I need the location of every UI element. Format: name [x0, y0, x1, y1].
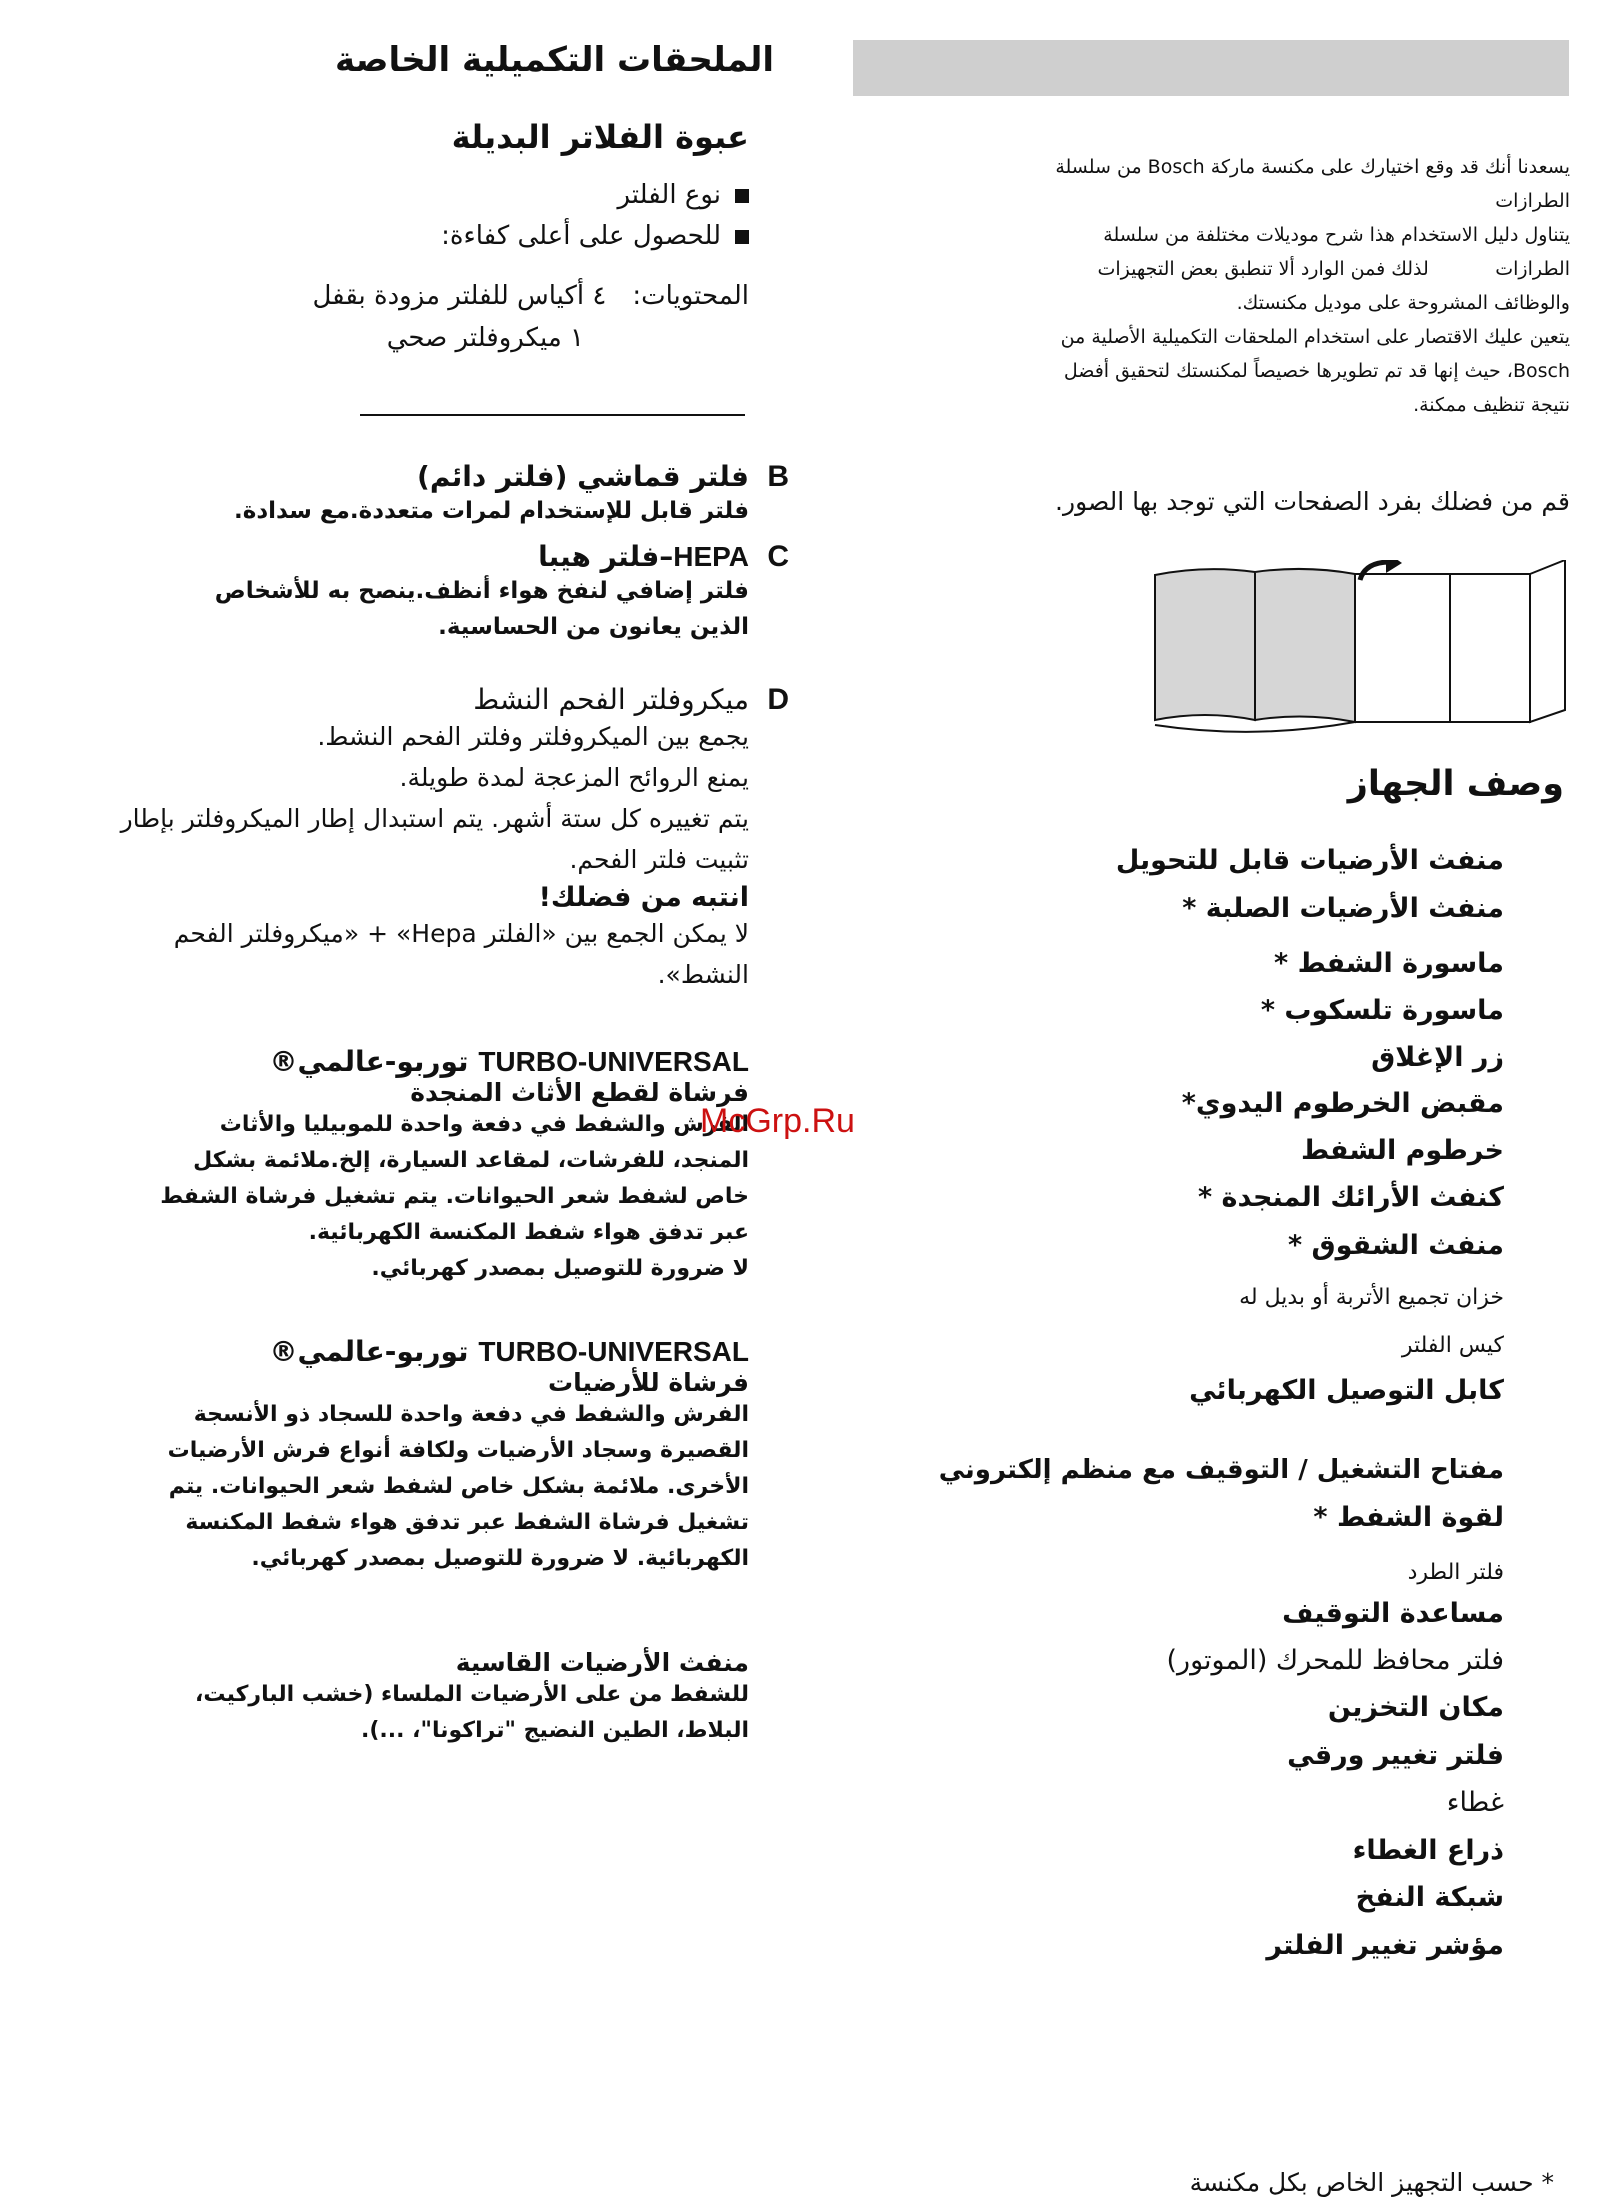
turbo-subtitle: فرشاة للأرضيات	[548, 1368, 749, 1397]
turbo-line: خاص لشفط شعر الحيوانات. يتم تشغيل فرشاة الشفط	[160, 1184, 749, 1209]
turbo-line: الكهربائية. لا ضرورة للتوصيل بمصدر كهربائي.	[251, 1546, 749, 1571]
hard-floor-line: البلاط، الطين النضيج "تراكونا"، ...).	[361, 1718, 749, 1743]
turbo-line: الأخرى. ملائمة بشكل خاص لشفط شعر الحيوانات. يتم	[168, 1474, 749, 1499]
turbo-line: لا ضرورة للتوصيل بمصدر كهربائي.	[371, 1256, 749, 1281]
turbo-line: عبر تدفق هواء شفط المكنسة الكهربائية.	[308, 1220, 749, 1245]
section-letter: B	[767, 460, 789, 493]
turbo-latin-title: TURBO-UNIVERSAL	[478, 1046, 749, 1077]
warning-line: لا يمكن الجمع بين «الفلتر Hepa» + «ميكروفلتر الفحم	[173, 919, 749, 948]
bullet-icon	[735, 230, 749, 244]
filter-pack-list	[149, 175, 749, 257]
warning-title: انتبه من فضلك!	[538, 882, 749, 913]
section-body-line: فلتر إضافي لنفخ هواء أنظف.ينصح به للأشخاص	[214, 578, 749, 604]
hard-floor-title: منفث الأرضيات القاسية	[455, 1648, 749, 1677]
unfold-pages-illustration	[1150, 560, 1570, 740]
section-divider	[360, 414, 745, 416]
component-item: منفث الأرضيات الصلبة *	[1182, 893, 1504, 924]
component-item: زر الإغلاق	[1371, 1042, 1504, 1073]
footnote: * حسب التجهيز الخاص بكل مكنسة	[1189, 2168, 1554, 2197]
turbo-line: الفرش والشفط في دفعة واحدة للسجاد ذو الأنسجة	[193, 1402, 749, 1427]
component-item: كابل التوصيل الكهربائي	[1189, 1375, 1504, 1406]
component-item: منفث الشقوق *	[1287, 1230, 1504, 1261]
component-item: مقبض الخرطوم اليدوي*	[1181, 1088, 1504, 1119]
component-item: خرطوم الشفط	[1300, 1135, 1504, 1166]
pack-contents	[149, 275, 749, 359]
list-item: للحصول على أعلى كفاءة:	[149, 216, 749, 257]
hard-floor-section	[149, 1648, 749, 1749]
component-item: غطاء	[1446, 1787, 1504, 1818]
list-item: نوع الفلتر	[149, 175, 749, 216]
component-item: فلتر محافظ للمحرك (الموتور)	[1166, 1645, 1504, 1676]
filter-pack-title: عبوة الفلاتر البديلة	[451, 118, 749, 156]
section-c	[149, 540, 789, 645]
section-b	[149, 460, 789, 529]
turbo-subtitle: فرشاة لقطع الأثاث المنجدة	[410, 1078, 749, 1107]
component-item: فلتر الطرد	[1407, 1560, 1504, 1585]
section-body: فلتر قابل للإستخدام لمرات متعددة.مع سدادة.	[234, 498, 749, 524]
component-item: لقوة الشفط *	[1313, 1502, 1504, 1533]
contents-label: المحتويات:	[632, 281, 749, 311]
section-body-line: يمنع الروائح المزعجة لمدة طويلة.	[399, 763, 749, 792]
section-title: ميكروفلتر الفحم النشط	[473, 683, 749, 716]
turbo-floor-section	[149, 1335, 749, 1577]
section-body-line: يجمع بين الميكروفلتر وفلتر الفحم النشط.	[317, 722, 749, 751]
watermark: McGrp.Ru	[700, 1102, 855, 1140]
intro-text: يسعدنا أنك قد وقع اختيارك على مكنسة ماركة Bosch من سلسلة الطرازات يتناول دليل الاستخدام هذا شرح موديلات مختلفة من سلسلة الطرازات لذلك فمن الوارد ألا تنطبق بعض التجهيزات والوظائف المشروحة على موديل مكنستك. يتعين عليك الاقتصار على استخدام الملحقات التكميلية الأصلية من Bosch، حيث إنها قد تم تطويرها خصيصاً لمكنستك لتحقيق أفضل نتيجة تنظيف ممكنة.	[1055, 156, 1570, 416]
contents-item: ٤ أكياس للفلتر مزودة بقفل	[312, 281, 607, 311]
component-item: كنفث الأرائك المنجدة *	[1197, 1182, 1504, 1213]
turbo-arabic-title: توربو-عالمي®	[269, 1045, 469, 1078]
turbo-arabic-title: توربو-عالمي®	[269, 1335, 469, 1368]
component-item: شبكة النفخ	[1355, 1882, 1504, 1913]
unfold-instruction: قم من فضلك بفرد الصفحات التي توجد بها الصور.	[1055, 487, 1570, 516]
warning-line: النشط».	[657, 960, 749, 989]
section-letter: D	[767, 683, 789, 716]
component-item: ماسورة الشفط *	[1274, 948, 1504, 979]
section-body-line: يتم تغييره كل ستة أشهر. يتم استبدال إطار الميكروفلتر بإطار	[120, 804, 749, 833]
header-bar	[853, 40, 1569, 96]
hard-floor-line: للشفط من على الأرضيات الملساء (خشب الباركيت،	[195, 1682, 749, 1707]
section-body-line: الذين يعانون من الحساسية.	[438, 614, 749, 640]
section-title: –فلتر هيبا	[538, 540, 674, 573]
component-item: ذراع الغطاء	[1352, 1835, 1504, 1866]
component-item: مؤشر تغيير الفلتر	[1266, 1930, 1504, 1961]
section-letter: C	[767, 540, 789, 573]
section-body-line: تثبيت فلتر الفحم.	[569, 845, 749, 874]
hepa-label: HEPA	[673, 541, 749, 572]
component-item: مفتاح التشغيل / التوقيف مع منظم إلكتروني	[938, 1455, 1504, 1485]
turbo-line: القصيرة وسجاد الأرضيات ولكافة أنواع فرش الأرضيات	[167, 1438, 749, 1463]
component-item: ماسورة تلسكوب *	[1260, 995, 1504, 1026]
turbo-line: المنجد، للفرشات، لمقاعد السيارة، إلخ.ملائمة بشكل	[193, 1148, 749, 1173]
component-item: منفث الأرضيات قابل للتحويل	[1115, 845, 1504, 876]
component-item: خزان تجميع الأتربة أو بديل له	[1239, 1285, 1504, 1310]
bullet-icon	[735, 189, 749, 203]
page-title: الملحقات التكميلية الخاصة	[335, 40, 774, 80]
component-item: مساعدة التوقيف	[1282, 1598, 1504, 1629]
turbo-latin-title: TURBO-UNIVERSAL	[478, 1336, 749, 1367]
section-d	[29, 683, 789, 995]
turbo-line: الفرش والشفط في دفعة واحدة للموبيليا والأثاث	[219, 1112, 749, 1137]
turbo-line: تشغيل فرشاة الشفط عبر تدفق هواء شفط المكنسة	[185, 1510, 749, 1535]
contents-item: ١ ميكروفلتر صحي	[386, 323, 584, 353]
turbo-upholstery-section	[149, 1045, 749, 1287]
component-item: كيس الفلتر	[1401, 1333, 1504, 1358]
component-item: مكان التخزين	[1327, 1692, 1504, 1723]
section-title: فلتر قماشي (فلتر دائم)	[417, 460, 749, 493]
device-description-title: وصف الجهاز	[1347, 764, 1564, 804]
component-item: فلتر تغيير ورقي	[1287, 1740, 1504, 1771]
